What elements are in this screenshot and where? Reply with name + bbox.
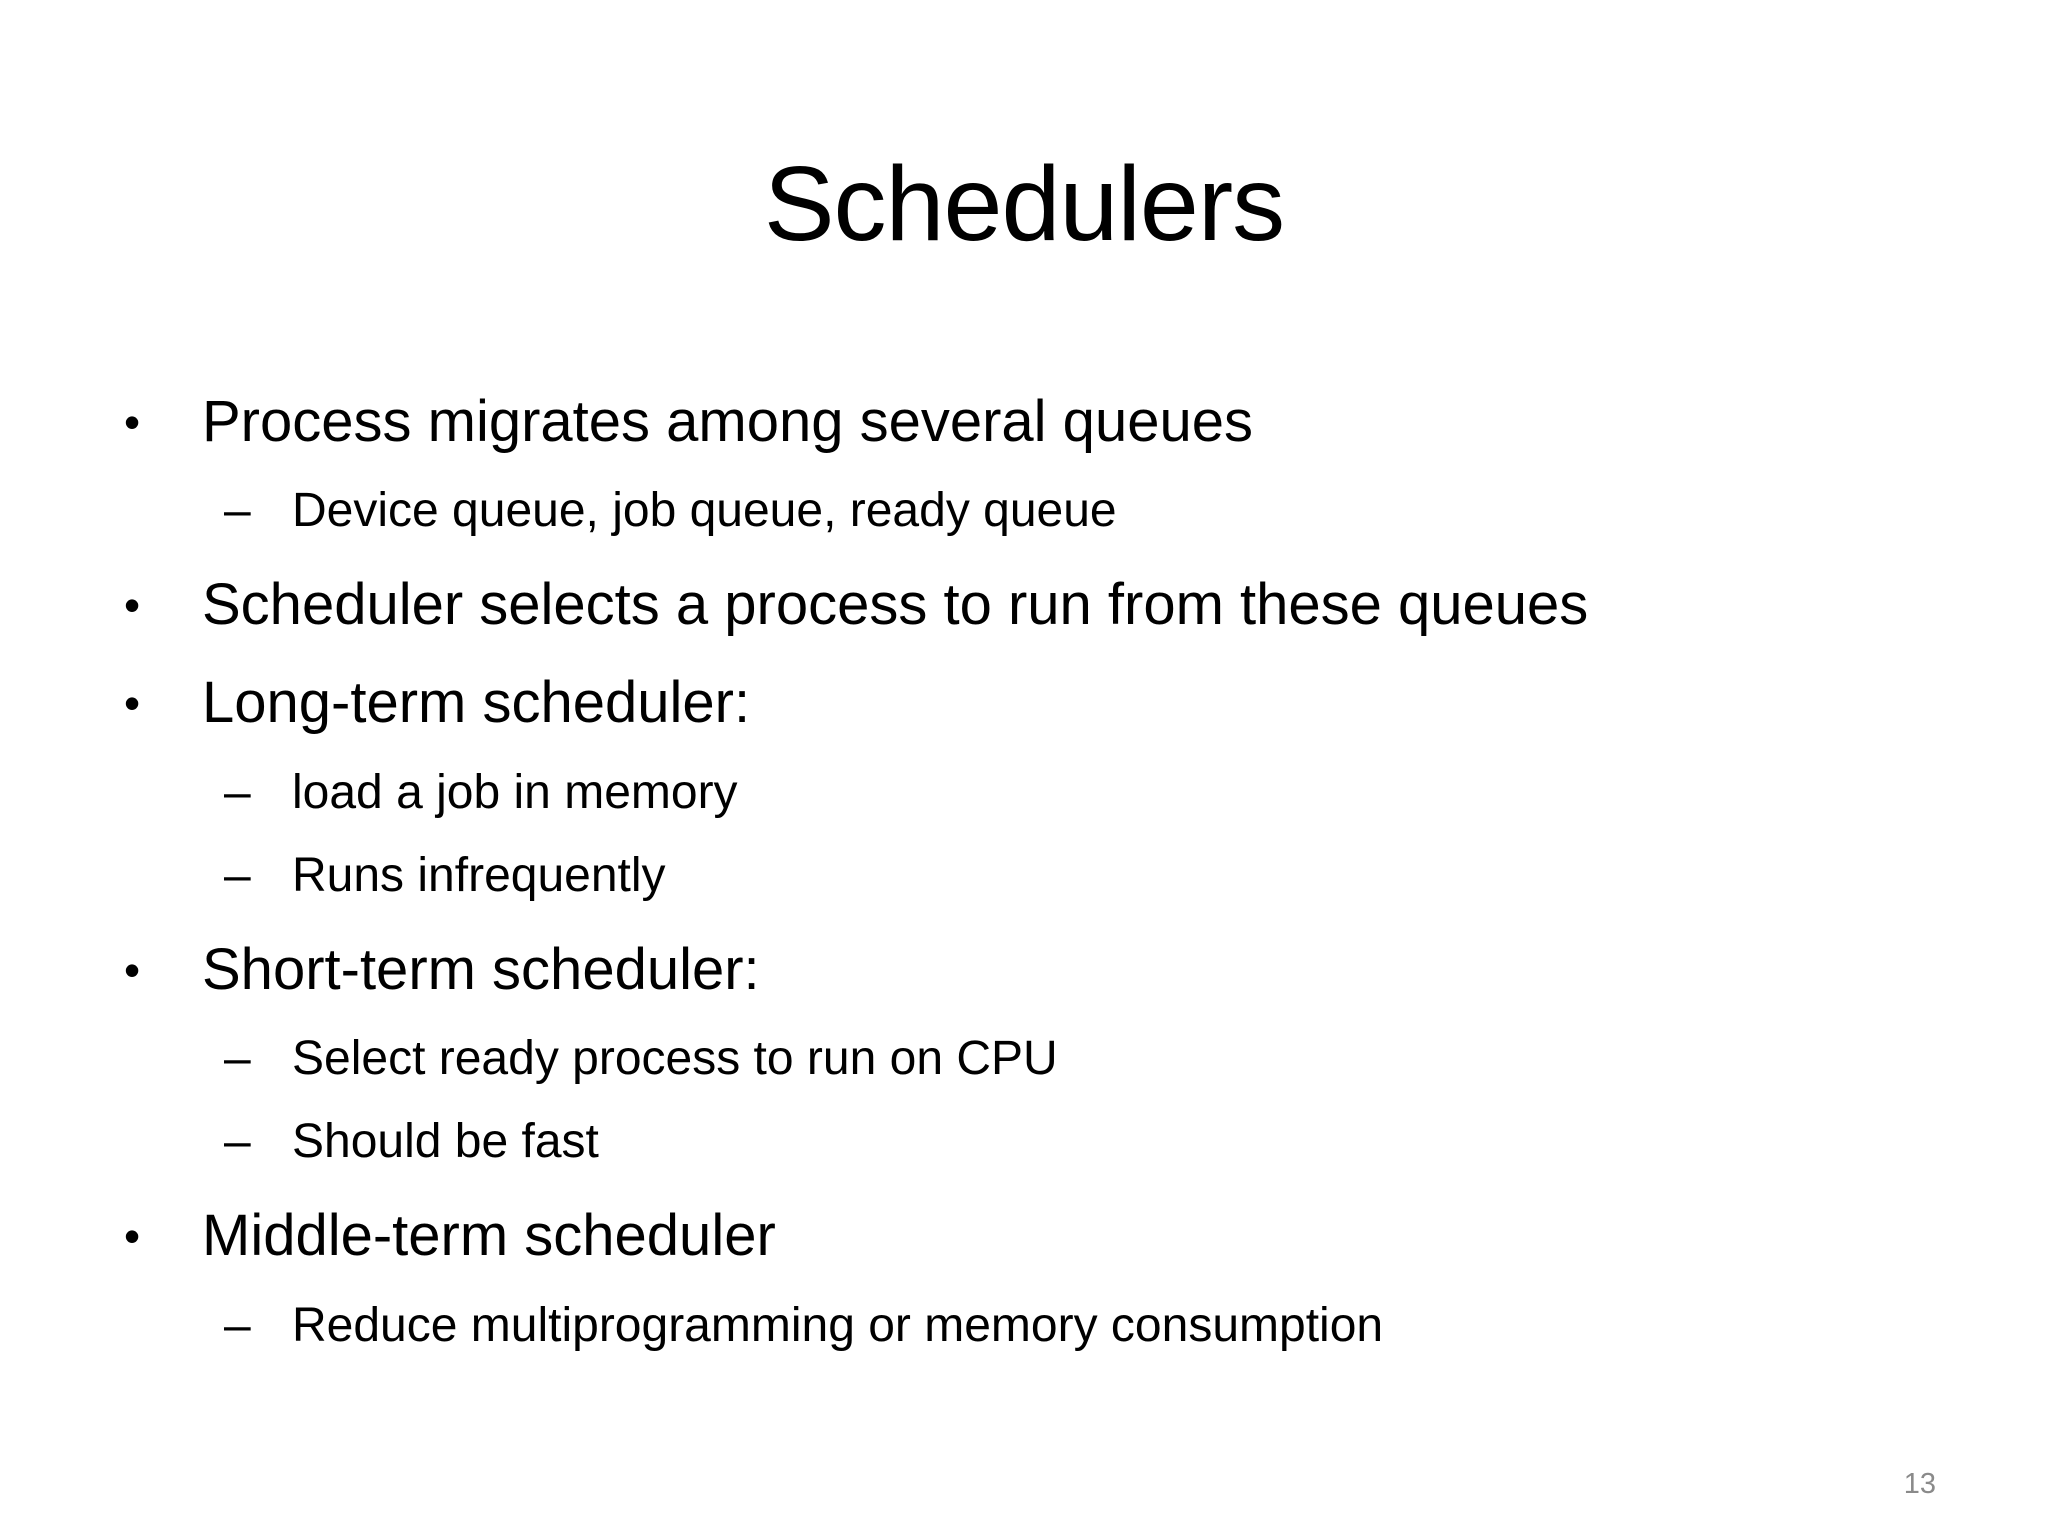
sub-bullet-text: Runs infrequently	[292, 849, 666, 902]
bullet-text: Short-term scheduler:	[202, 937, 760, 1002]
bullet-text: Middle-term scheduler	[202, 1203, 776, 1268]
sub-bullet-text: Device queue, job queue, ready queue	[292, 484, 1117, 537]
sub-bullet-text: Should be fast	[292, 1115, 599, 1168]
sub-bullet-text: load a job in memory	[292, 766, 738, 819]
bullet-icon: •	[124, 677, 141, 729]
bullet-icon: •	[124, 944, 141, 996]
dash-icon: –	[224, 1115, 251, 1168]
slide-title: Schedulers	[763, 145, 1285, 263]
sub-bullet-text: Select ready process to run on CPU	[292, 1032, 1058, 1085]
page-number: 13	[1903, 1468, 1936, 1500]
dash-icon: –	[224, 849, 251, 902]
bullet-text: Long-term scheduler:	[202, 670, 751, 735]
bullet-text: Scheduler selects a process to run from these queues	[202, 572, 1589, 637]
bullet-text: Process migrates among several queues	[202, 389, 1253, 454]
bullet-icon: •	[124, 396, 141, 448]
sub-bullet-text: Reduce multiprogramming or memory consumption	[292, 1299, 1384, 1352]
bullet-icon: •	[124, 579, 141, 631]
dash-icon: –	[224, 766, 251, 819]
dash-icon: –	[224, 1032, 251, 1085]
dash-icon: –	[224, 484, 251, 537]
dash-icon: –	[224, 1299, 251, 1352]
bullet-icon: •	[124, 1210, 141, 1262]
